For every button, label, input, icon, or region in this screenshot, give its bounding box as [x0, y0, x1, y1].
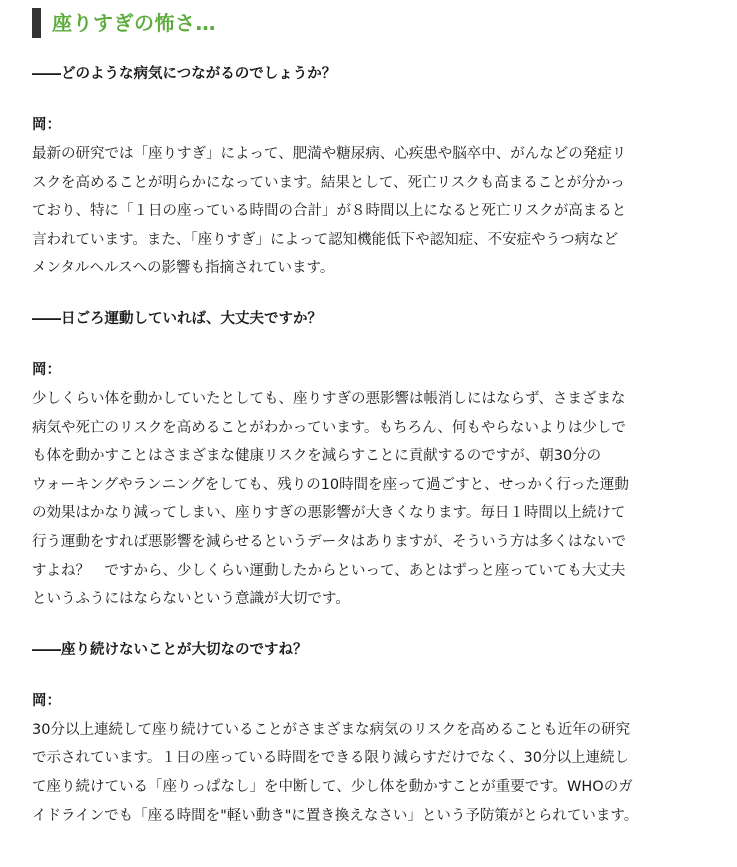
answer-line: 最新の研究では「座りすぎ」によって、肥満や糖尿病、心疾患や脳卒中、がんなどの発症リ [32, 146, 627, 162]
answer-line: も体を動かすことはさまざまな健康リスクを減らすことに貢献するのですが、朝30分の [32, 448, 602, 465]
answer-line: 病気や死亡のリスクを高めることがわかっています。もちろん、何もやらないよりは少しで [32, 419, 626, 436]
answer-line: ウォーキングやランニングをしても、残りの10時間を座って過ごすと、せっかく行った運動 [32, 476, 629, 493]
section-heading [32, 8, 704, 38]
answer-line: スクを高めることが明らかになっています。結果として、死亡リスクも高まることが分かっ [32, 174, 625, 191]
answer-line: て座り続けている「座りっぱなし」を中断して、少し体を動かすことが重要です。WHOのガ [32, 778, 633, 795]
article-body [32, 8, 704, 852]
answer-line: 30分以上連続して座り続けていることがさまざまな病気のリスクを高めることも近年の研究 [32, 721, 631, 738]
interview-question: ――どのような病気につながるのでしょうか？ [32, 66, 337, 82]
answer-line: ており、特に「１日の座っている時間の合計」が８時間以上になると死亡リスクが高まると [32, 203, 627, 220]
answer-line: メンタルヘルスへの影響も指摘されています。 [32, 260, 335, 277]
answer-line: 行う運動をすれば悪影響を減らせるというデータはありますが、そういう方は多くはないで [32, 533, 627, 550]
speaker-label: 岡： [32, 361, 61, 378]
speaker-label: 岡： [32, 117, 61, 133]
interview-answer [32, 716, 704, 830]
answer-line: で示されています。１日の座っている時間をできる限り減らすだけでなく、30分以上連続し [32, 750, 629, 767]
heading-accent-bar [32, 8, 41, 38]
answer-line: 少しくらい体を動かしていたとしても、座りすぎの悪影響は帳消しにはならず、さまざまな [32, 390, 626, 407]
interview-question: ――日ごろ運動していれば、大丈夫ですか？ [32, 310, 322, 327]
interview-answer [32, 385, 704, 614]
answer-line: の効果はかなり減ってしまい、座りすぎの悪影響が大きくなります。毎日１時間以上続けて [32, 505, 626, 522]
answer-line: 言われています。また、「座りすぎ」によって認知機能低下や認知症、不安症やうつ病など [32, 231, 619, 248]
speaker-label: 岡： [32, 692, 61, 709]
answer-line: というふうにはならないという意識が大切です。 [32, 591, 350, 608]
section-heading-title: 座りすぎの怖さ… [52, 11, 216, 35]
interview-question: ――座り続けないことが大切なのですね？ [32, 641, 308, 658]
answer-line: イドラインでも「座る時間を"軽い動き"に置き換えなさい」という予防策がとられています。 [32, 807, 639, 824]
interview-answer [32, 140, 704, 283]
answer-line: すよね？ ですから、少しくらい運動したからといって、あとはずっと座っていても大丈夫 [32, 562, 626, 579]
